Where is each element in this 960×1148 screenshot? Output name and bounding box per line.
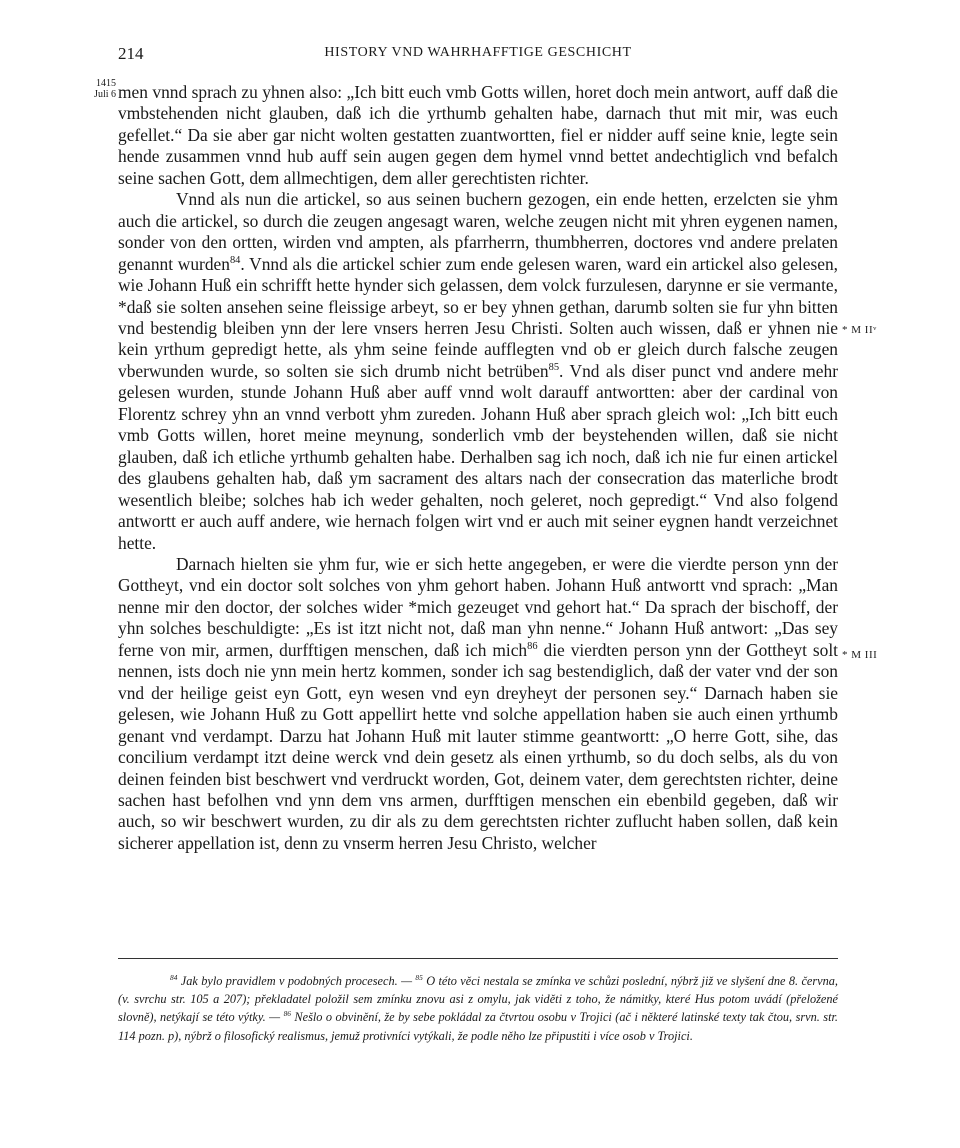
footnote-number-85: 85 xyxy=(415,972,423,982)
main-text xyxy=(118,82,838,854)
margin-date xyxy=(80,78,116,100)
margin-year: 1415 xyxy=(96,78,116,89)
paragraph-3-part-a: Darnach hielten sie yhm fur, wie er sich hette angegeben, er were die vierdte person ynn der Gottheyt, vnd ein doctor solt solches von yhm gehort haben. Johann Huß antwortt vnd sprach: „Man nenne mir den doctor, der solches wider *mich gezeuget vnd gehort hat.“ Da sprach der bischoff, der yhn solches beschuldigte: „Es ist itzt nicht not, daß man yhn nenne.“ Johann Huß antwort: „Das sey ferne von mir, armen, durfftigen menschen, daß ich mich xyxy=(118,553,838,660)
margin-day: Juli 6 xyxy=(94,89,116,100)
paragraph-1: men vnnd sprach zu yhnen also: „Ich bitt euch vmb Gotts willen, horet doch mein antwort, auff daß die vmbstehenden nicht glauben, daß ich die yrthumb gehalten habe, darnach thut mit mir, was euch gefellet.“ Da sie aber gar nicht wolten gestatten zuantwortten, fiel er nidder auff seine knie, legte sein hende zusammen vnnd hub auff sein augen gegen dem hymel vnnd bettet andechtiglich vnd befalch seine sachen Gott, dem allmechtigen, dem aller gerechtisten richter. xyxy=(118,82,838,188)
footnote-84: Jak bylo pravidlem v podobných procesech. — xyxy=(177,974,416,988)
page-header xyxy=(118,44,838,68)
paragraph-2-part-c: . Vnd als diser punct vnd andere mehr gelesen wurden, stunde Johann Huß aber auff vnnd wolt darauff antwortten: aber der cardinal von Florentz schrey yhn an vnnd verbott yhm zureden. Johann Huß aber sprach gleich wol: „Ich bitt euch vmb Gotts willen, horet meine meynung, sonderlich vmb der beystehenden willen, daß sie nicht glauben, daß ich etliche yrthumb gehalten habe. Derhalben sag ich noch, daß ich nie fur einen artickel des glaubens gehalten hab, daß ym sacrament des altars nach der consecration das materliche brodt wesentlich bleibe; solches hab ich weder gehalten, noch geleret, noch gepredigt.“ Vnd also folgend antwortt er auch auff andere, wie hernach folgen wirt vnd er auch mit seiner eygnen handt verzeichnet hette. xyxy=(118,360,838,553)
running-title: HISTORY VND WAHRHAFFTIGE GESCHICHT xyxy=(324,45,632,60)
page-number: 214 xyxy=(118,44,144,63)
paragraph-2-part-a: Vnnd als nun die artickel, so aus seinen buchern gezogen, ein ende hetten, erzelcten sie yhm auch die artickel, so durch die zeugen angesagt waren, welche zeugen nicht mit yhren eygenen namen, sonder von den ortten, wirden vnd ampten, als pfarrherrn, thumbherren, doctores vnd andere prelaten genannt wurden xyxy=(118,189,838,274)
paragraph-3-part-b: die vierdten person ynn der Gottheyt solt nennen, ists doch nie ynn mein hertz kommen, sonder ich sag bestendiglich, daß der vater vnd der son vnd der heilige geist eyn Gott, eyn wesen vnd eyn dreyheyt der personen sey.“ Darnach haben sie gelesen, wie Johann Huß zu Gott appellirt hette vnd solche appellation haben sie auch einen yrthumb genant vnd verdampt. Darzu hat Johann Huß mit lauter stimme geantwortt: „O herre Gott, sihe, das concilium verdampt itzt deine werck vnd dein gesetz als einen yrthumb, so du doch selbs, als du von deinen feinden bist beschwert vnd verdruckt worden, Got, deinem vater, dem gerechtsten richter, deine sachen hast befolhen vnd ynn dem vns armen, durfftigen menschen ein ebenbild gegeben, daß wir auch, so wir beschwert wurden, zu dir als zu dem gerechtsten richter zuflucht haben sollen, daß kein sicherer appellation ist, denn zu vnserm herren Jesu Christo, welcher xyxy=(118,639,838,853)
margin-ref-m3: * M III xyxy=(842,649,878,661)
footnote-block xyxy=(118,972,838,1045)
paragraph-2-part-b: . Vnnd als die artickel schier zum ende gelesen waren, ward ein artickel also gelesen, wie Johann Huß ein schrifft hette hynder sich gelassen, dem volck furzulesen, darynne er sie vermante, *daß sie solten ansehen seine fleissige arbeyt, so er bey yhnen gethan, darumb solten sie fur yhn bitten vnd bestendig bleiben ynn der lere vnsers herren Jesu Christi. Solten auch wissen, daß er yhnen nie kein yrthum gepredigt hette, als yhm seine feinde aufflegten vnd ob er gleich durch falsche zeugen vberwunden wurde, so solten sie sich drumb nicht betrüben xyxy=(118,253,838,381)
footnote-divider xyxy=(118,958,838,959)
footnote-86: Nešlo o obvinění, že by sebe pokládal za čtvrtou osobu v Trojici (ač i některé latinské texty tak čtou, srvn. str. 114 pozn. p), nýbrž o filosofický realismus, jemuž protivníci vytýkali, že podle něho lze připustiti i více osob v Trojici. xyxy=(118,1010,838,1043)
footnote-ref-84: 84 xyxy=(229,254,241,266)
paragraph-3 xyxy=(118,554,838,854)
footnote-ref-86: 86 xyxy=(527,640,538,652)
footnote-number-86: 86 xyxy=(283,1009,291,1019)
footnote-number-84: 84 xyxy=(170,972,178,982)
margin-ref-m2: * M IIᵛ xyxy=(842,324,877,336)
footnote-ref-85: 85 xyxy=(548,362,560,374)
footnote-85: O této věci nestala se zmínka ve schůzi poslední, nýbrž již ve slyšení dne 8. června, (v. svrchu str. 105 a 207); překladatel položil sem zmínku znovu asi z omylu, jak viděti z toho, že námitky, které Hus potom uvádí (přeložené slovně), netýkají se této výtky. — xyxy=(118,974,838,1025)
footnotes xyxy=(118,972,838,1045)
paragraph-2 xyxy=(118,189,838,554)
